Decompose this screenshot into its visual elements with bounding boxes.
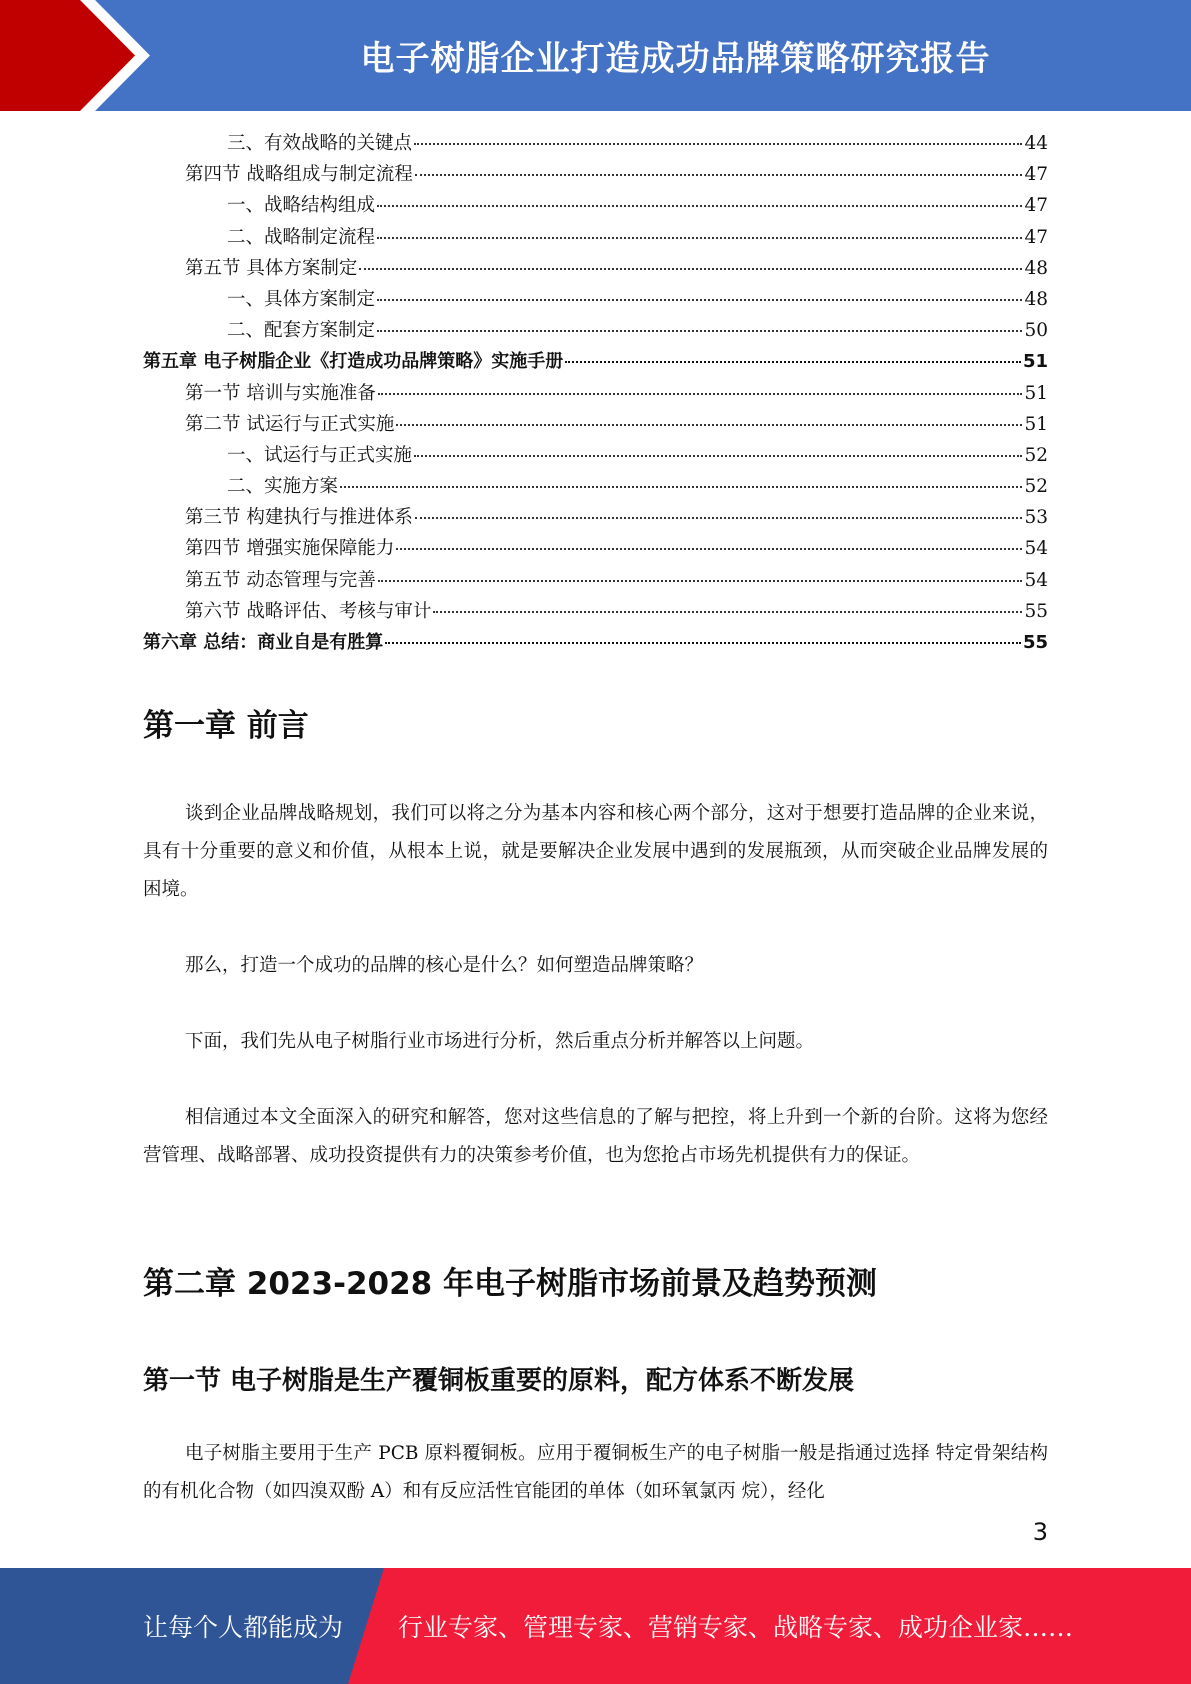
footer-slogan-left: 让每个人都能成为 bbox=[143, 1613, 344, 1642]
toc-entry-page: 51 bbox=[1022, 351, 1048, 373]
toc-entry[interactable] bbox=[143, 502, 1048, 533]
toc-entry-page: 51 bbox=[1024, 413, 1048, 435]
toc-entry-title: 一、试运行与正式实施 bbox=[227, 444, 413, 466]
toc-dot-leader bbox=[340, 486, 1022, 488]
toc-dot-leader bbox=[414, 455, 1022, 457]
toc-entry-title: 二、配套方案制定 bbox=[227, 320, 376, 342]
toc-entry-title: 第二节 试运行与正式实施 bbox=[185, 413, 395, 435]
toc-entry[interactable] bbox=[143, 159, 1048, 190]
toc-entry-title: 第五章 电子树脂企业《打造成功品牌策略》实施手册 bbox=[143, 351, 564, 373]
toc-entry-page: 51 bbox=[1024, 382, 1048, 404]
toc-entry-title: 一、具体方案制定 bbox=[227, 288, 376, 310]
toc-chapter-entry[interactable] bbox=[143, 627, 1048, 658]
page-footer bbox=[0, 1568, 1191, 1684]
chapter-1-heading: 第一章 前言 bbox=[143, 708, 309, 744]
chapter-2-heading: 第二章 2023-2028 年电子树脂市场前景及趋势预测 bbox=[143, 1266, 878, 1302]
chapter-1-paragraph-2: 那么，打造一个成功的品牌的核心是什么？如何塑造品牌策略？ bbox=[185, 955, 704, 976]
toc-entry[interactable] bbox=[143, 190, 1048, 221]
toc-entry-title: 二、战略制定流程 bbox=[227, 226, 376, 248]
toc-entry-page: 54 bbox=[1024, 538, 1048, 560]
toc-entry[interactable] bbox=[143, 128, 1048, 159]
toc-entry[interactable] bbox=[143, 596, 1048, 627]
toc-entry[interactable] bbox=[143, 284, 1048, 315]
toc-entry[interactable] bbox=[143, 471, 1048, 502]
toc-dot-leader bbox=[378, 580, 1023, 582]
toc-entry[interactable] bbox=[143, 315, 1048, 346]
chapter-2-paragraph-1: 电子树脂主要用于生产 PCB 原料覆铜板。应用于覆铜板生产的电子树脂一般是指通过选择 特定骨架结构的有机化合物（如四溴双酚 A）和有反应活性官能团的单体（如环氧氯丙 烷），经化 bbox=[143, 1443, 1048, 1502]
table-of-contents bbox=[143, 128, 1048, 658]
toc-entry-title: 一、战略结构组成 bbox=[227, 195, 376, 217]
toc-dot-leader bbox=[414, 143, 1022, 145]
page-number: 3 bbox=[1032, 1518, 1048, 1546]
chapter-1-paragraph-1: 谈到企业品牌战略规划，我们可以将之分为基本内容和核心两个部分，这对于想要打造品牌的企业来说，具有十分重要的意义和价值，从根本上说，就是要解决企业发展中遇到的发展瓶颈，从而突破企业品牌发展的困境。 bbox=[143, 803, 1048, 900]
toc-dot-leader bbox=[396, 548, 1022, 550]
toc-entry[interactable] bbox=[143, 409, 1048, 440]
toc-entry-title: 第一节 培训与实施准备 bbox=[185, 382, 376, 404]
toc-dot-leader bbox=[377, 299, 1022, 301]
page-header bbox=[0, 0, 1191, 111]
header-arrow-icon bbox=[0, 0, 160, 111]
chapter-1-paragraph-3: 下面，我们先从电子树脂行业市场进行分析，然后重点分析并解答以上问题。 bbox=[185, 1031, 815, 1052]
toc-entry-page: 44 bbox=[1024, 133, 1048, 154]
toc-entry-title: 第六章 总结：商业自是有胜算 bbox=[143, 632, 384, 653]
toc-entry-page: 55 bbox=[1024, 600, 1048, 622]
toc-entry[interactable] bbox=[143, 253, 1048, 284]
toc-dot-leader bbox=[385, 642, 1021, 644]
toc-dot-leader bbox=[433, 611, 1022, 613]
toc-dot-leader bbox=[377, 330, 1022, 332]
toc-entry-page: 53 bbox=[1024, 507, 1048, 529]
chapter-1-paragraph-4: 相信通过本文全面深入的研究和解答，您对这些信息的了解与把控，将上升到一个新的台阶。这将为您经营管理、战略部署、成功投资提供有力的决策参考价值，也为您抢占市场先机提供有力的保证。 bbox=[143, 1107, 1048, 1166]
toc-entry-title: 第五节 具体方案制定 bbox=[185, 257, 358, 279]
toc-entry-page: 52 bbox=[1024, 444, 1048, 466]
toc-dot-leader bbox=[377, 205, 1022, 207]
toc-entry[interactable] bbox=[143, 533, 1048, 564]
toc-entry-page: 48 bbox=[1024, 257, 1048, 279]
toc-entry-title: 第四节 战略组成与制定流程 bbox=[185, 164, 413, 186]
toc-entry-page: 52 bbox=[1024, 476, 1048, 498]
toc-entry[interactable] bbox=[143, 378, 1048, 409]
toc-entry-title: 第六节 战略评估、考核与审计 bbox=[185, 600, 432, 622]
toc-entry-title: 二、实施方案 bbox=[227, 476, 339, 498]
toc-entry[interactable] bbox=[143, 565, 1048, 596]
toc-entry-title: 三、有效战略的关键点 bbox=[227, 133, 413, 154]
toc-dot-leader bbox=[565, 361, 1021, 363]
toc-entry-page: 48 bbox=[1024, 288, 1048, 310]
toc-entry-page: 50 bbox=[1024, 320, 1048, 342]
toc-chapter-entry[interactable] bbox=[143, 346, 1048, 377]
section-1-heading: 第一节 电子树脂是生产覆铜板重要的原料，配方体系不断发展 bbox=[143, 1366, 855, 1396]
toc-entry-title: 第五节 动态管理与完善 bbox=[185, 569, 376, 591]
toc-dot-leader bbox=[378, 393, 1023, 395]
toc-dot-leader bbox=[377, 237, 1022, 239]
toc-entry-title: 第四节 增强实施保障能力 bbox=[185, 538, 395, 560]
toc-entry-page: 55 bbox=[1022, 632, 1048, 653]
toc-entry-title: 第三节 构建执行与推进体系 bbox=[185, 507, 413, 529]
toc-entry[interactable] bbox=[143, 222, 1048, 253]
report-title: 电子树脂企业打造成功品牌策略研究报告 bbox=[360, 39, 991, 79]
toc-dot-leader bbox=[359, 268, 1022, 270]
toc-entry[interactable] bbox=[143, 440, 1048, 471]
toc-entry-page: 47 bbox=[1024, 195, 1048, 217]
toc-dot-leader bbox=[396, 424, 1022, 426]
toc-dot-leader bbox=[415, 517, 1023, 519]
toc-entry-page: 47 bbox=[1024, 226, 1048, 248]
footer-slogan-right: 行业专家、管理专家、营销专家、战略专家、成功企业家…… bbox=[398, 1613, 1074, 1642]
toc-entry-page: 54 bbox=[1024, 569, 1048, 591]
toc-dot-leader bbox=[415, 174, 1023, 176]
toc-entry-page: 47 bbox=[1024, 164, 1048, 186]
